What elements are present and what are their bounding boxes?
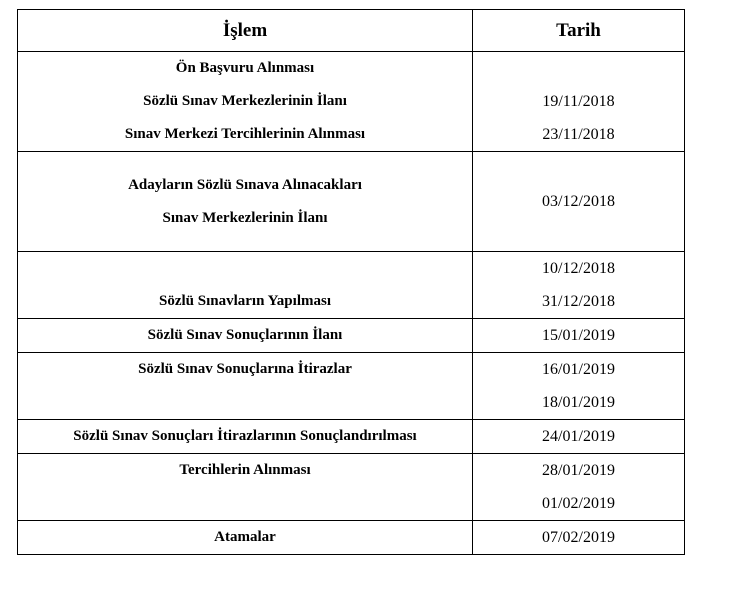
islem-cell bbox=[18, 454, 473, 521]
tarih-cell bbox=[473, 319, 685, 353]
tarih-cell bbox=[473, 52, 685, 152]
table-row bbox=[18, 252, 685, 319]
tarih-text: 10/12/2018 bbox=[542, 260, 615, 277]
tarih-text: 03/12/2018 bbox=[542, 193, 615, 210]
tarih-text: 23/11/2018 bbox=[542, 126, 615, 143]
islem-text: Adayların Sözlü Sınava Alınacakları bbox=[128, 176, 362, 193]
tarih-text: 01/02/2019 bbox=[542, 495, 615, 512]
header-islem: İşlem bbox=[18, 10, 473, 52]
table-row bbox=[18, 454, 685, 521]
tarih-text: 28/01/2019 bbox=[542, 462, 615, 479]
islem-text: Sınav Merkezlerinin İlanı bbox=[162, 209, 328, 226]
islem-text: Ön Başvuru Alınması bbox=[175, 60, 315, 76]
tarih-text: 15/01/2019 bbox=[542, 327, 615, 344]
islem-cell bbox=[18, 521, 473, 555]
table-row bbox=[18, 52, 685, 152]
islem-cell bbox=[18, 52, 473, 152]
islem-cell bbox=[18, 252, 473, 319]
tarih-text: 16/01/2019 bbox=[542, 361, 615, 378]
schedule-table bbox=[17, 9, 685, 555]
tarih-text: 07/02/2019 bbox=[542, 529, 615, 546]
table-row bbox=[18, 152, 685, 252]
islem-text: Sözlü Sınav Sonuçlarının İlanı bbox=[147, 327, 343, 343]
islem-text: Sözlü Sınav Sonuçlarına İtirazlar bbox=[138, 361, 352, 377]
tarih-text: 24/01/2019 bbox=[542, 428, 615, 445]
islem-text: Sözlü Sınav Sonuçları İtirazlarının Sonuçlandırılması bbox=[73, 428, 417, 444]
tarih-cell bbox=[473, 353, 685, 420]
tarih-cell bbox=[473, 454, 685, 521]
tarih-cell bbox=[473, 521, 685, 555]
tarih-text: 19/11/2018 bbox=[542, 93, 615, 110]
islem-text: Sözlü Sınavların Yapılması bbox=[159, 293, 331, 309]
islem-text: Atamalar bbox=[214, 529, 276, 545]
table-row bbox=[18, 353, 685, 420]
header-tarih: Tarih bbox=[473, 10, 685, 52]
table-header-row bbox=[18, 10, 685, 52]
islem-text: Sınav Merkezi Tercihlerinin Alınması bbox=[124, 126, 366, 142]
islem-cell bbox=[18, 353, 473, 420]
islem-cell bbox=[18, 152, 473, 252]
tarih-cell bbox=[473, 420, 685, 454]
tarih-cell bbox=[473, 152, 685, 252]
table-row bbox=[18, 420, 685, 454]
islem-cell bbox=[18, 319, 473, 353]
tarih-text: 31/12/2018 bbox=[542, 293, 615, 310]
tarih-cell bbox=[473, 252, 685, 319]
islem-cell bbox=[18, 420, 473, 454]
islem-text: Tercihlerin Alınması bbox=[179, 462, 311, 478]
tarih-text bbox=[473, 52, 684, 85]
table-row bbox=[18, 319, 685, 353]
islem-text: Sözlü Sınav Merkezlerinin İlanı bbox=[143, 93, 347, 109]
tarih-text: 18/01/2019 bbox=[542, 394, 615, 411]
table-row bbox=[18, 521, 685, 555]
